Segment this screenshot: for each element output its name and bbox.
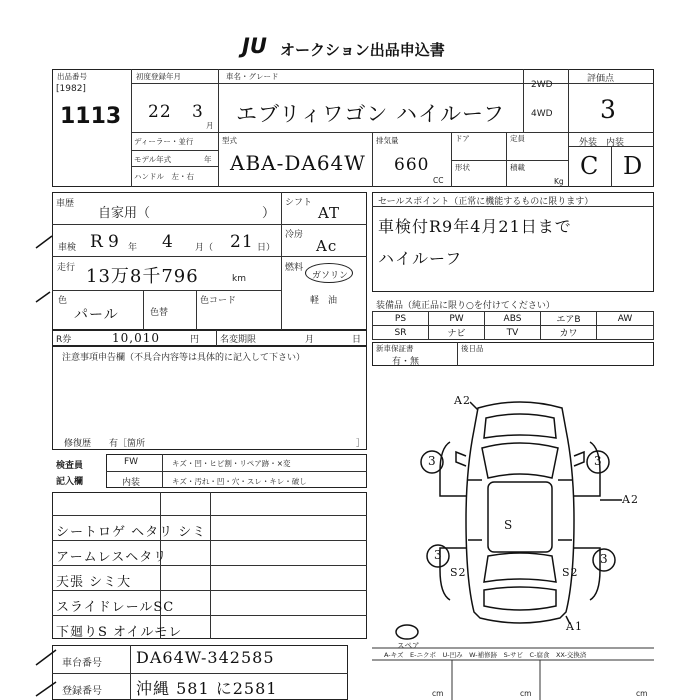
- equip-sr: SR: [372, 325, 429, 340]
- recycle-label: R券: [56, 335, 72, 345]
- checker-label-1: 検査員: [56, 461, 84, 471]
- damage-mark-3-rr: 3: [600, 552, 609, 566]
- diagram-legend: A-キズ E-ニクボ U-凹み W-補修跡 S-サビ C-腐食 XX-交換済: [384, 651, 587, 659]
- chassis-label: 車台番号: [62, 658, 102, 669]
- load-unit: Kg: [554, 177, 564, 186]
- shape-label: 形状: [455, 163, 470, 172]
- drive-4wd: 4WD: [531, 109, 553, 119]
- lot-number: 1113: [60, 104, 122, 129]
- damage-mark-s2-right: S2: [562, 566, 579, 579]
- dealer-label: ディーラー・並行: [134, 137, 194, 146]
- displacement-value: 660: [394, 155, 430, 175]
- inspection-month: 4: [162, 232, 174, 252]
- inspection-month-label: 月（: [195, 243, 214, 253]
- repair-label: 修復歴 有［箇所: [64, 439, 146, 449]
- spare-label: スペア: [397, 641, 420, 650]
- first-reg-month: 3: [192, 102, 204, 122]
- mileage-unit: km: [232, 274, 246, 284]
- type-value: ABA-DA64W: [230, 151, 366, 175]
- damage-mark-a1: A1: [566, 620, 583, 633]
- record-label: 後日品: [461, 344, 484, 353]
- equip-tv: TV: [484, 325, 541, 340]
- damage-mark-3-fr: 3: [594, 454, 603, 468]
- model-year-suffix: 年: [204, 155, 212, 164]
- equip-airbag: エアB: [540, 311, 597, 326]
- model-year-label: モデル年式: [134, 155, 172, 164]
- fuel-label: 燃料: [285, 263, 304, 273]
- year-mark: [1982]: [56, 84, 86, 94]
- model-name-value: エブリィワゴン ハイルーフ: [236, 102, 505, 126]
- sales-point-line-2: ハイルーフ: [378, 249, 463, 268]
- ext-int-label: 外装 内装: [579, 138, 625, 148]
- equip-pw: PW: [428, 311, 485, 326]
- load-label: 積載: [510, 163, 525, 172]
- checker-interior: 内装: [122, 478, 141, 488]
- note-line-5: 下廻りS オイルモレ: [56, 625, 183, 640]
- inspection-day: 21: [230, 232, 254, 252]
- handle-label: ハンドル 左・右: [134, 172, 194, 181]
- checker-label-2: 記入欄: [56, 477, 84, 487]
- plate-value: 沖縄 581 に2581: [136, 679, 278, 698]
- use-label: 車歴: [56, 199, 75, 209]
- first-reg-month-suffix: 月: [206, 121, 214, 130]
- shift-value: AT: [318, 204, 341, 222]
- use-value: 自家用（: [98, 206, 151, 221]
- inspection-label: 車検: [58, 243, 77, 253]
- inspection-day-label: 日）: [257, 243, 276, 253]
- footer-cm-3: cm: [636, 689, 648, 698]
- damage-mark-s-roof: S: [504, 518, 514, 532]
- note-line-1: シートロゲ ヘタリ シミ: [56, 525, 207, 540]
- recycle-value: 10,010: [112, 331, 160, 345]
- shift-label: シフト: [285, 198, 313, 208]
- header-title: オークション出品申込書: [280, 41, 445, 59]
- equipment-label: 装備品（純正品に限り○を付けてください）: [376, 301, 555, 311]
- score-value: 3: [600, 95, 617, 124]
- aircon-value: Ac: [316, 237, 338, 255]
- exterior-grade: C: [580, 152, 600, 180]
- transfer-label: 名変期限: [220, 335, 257, 345]
- equip-ps: PS: [372, 311, 429, 326]
- damage-mark-a2-right: A2: [622, 493, 639, 506]
- damage-mark-s2-left: S2: [450, 566, 467, 579]
- capacity-label: 定員: [510, 134, 525, 143]
- first-reg-label: 初度登録年月: [136, 72, 181, 81]
- color-change-label: 色替: [150, 308, 169, 318]
- score-label: 評価点: [587, 74, 615, 84]
- equip-leather: カワ: [540, 325, 597, 340]
- equip-navi: ナビ: [428, 325, 485, 340]
- fuel-diesel: 軽 油: [310, 296, 338, 306]
- equip-aw: AW: [596, 311, 654, 326]
- inspection-era: R: [90, 232, 104, 252]
- first-reg-year: 22: [148, 102, 172, 122]
- note-line-2: アームレスヘタリ: [56, 550, 168, 565]
- mileage-value: 13万8千796: [86, 266, 199, 287]
- checker-fw: FW: [124, 457, 139, 467]
- inspection-year: 9: [108, 232, 120, 252]
- footer-cm-1: cm: [432, 689, 444, 698]
- fuel-gas: ガソリン: [312, 271, 349, 281]
- damage-mark-a2-top: A2: [454, 394, 471, 407]
- sales-point-line-1: 車検付R9年4月21日まで: [378, 217, 572, 236]
- color-label: 色: [58, 296, 68, 306]
- recycle-unit: 円: [190, 335, 200, 345]
- plate-label: 登録番号: [62, 686, 102, 697]
- type-label: 型式: [222, 136, 237, 145]
- aircon-label: 冷房: [285, 230, 304, 240]
- displacement-label: 排気量: [376, 136, 399, 145]
- note-line-3: 天張 シミ大: [56, 575, 132, 590]
- footer-cm-2: cm: [520, 689, 532, 698]
- displacement-unit: CC: [433, 176, 444, 185]
- mileage-label: 走行: [57, 263, 76, 273]
- manual-value: 有・無: [392, 357, 420, 367]
- drive-2wd: 2WD: [531, 80, 553, 90]
- use-close: ）: [262, 206, 276, 221]
- checker-fw-items: キズ・凹・ヒビ割・リペア跡・×変: [172, 459, 291, 468]
- chassis-value: DA64W-342585: [136, 648, 275, 667]
- header-logo: JU: [242, 34, 267, 58]
- inspection-year-label: 年: [128, 243, 138, 253]
- transfer-day: 日: [352, 335, 362, 345]
- sales-point-label: セールスポイント（正常に機能するものに限ります）: [378, 197, 594, 207]
- door-label: ドア: [455, 134, 470, 143]
- interior-grade: D: [623, 152, 644, 180]
- repair-close: ］: [356, 439, 366, 449]
- checker-int-items: キズ・汚れ・凹・穴・スレ・キレ・破し: [172, 477, 307, 486]
- lot-label: 出品番号: [57, 72, 87, 81]
- transfer-month: 月: [305, 335, 315, 345]
- damage-mark-3-fl: 3: [428, 454, 437, 468]
- color-value: パール: [74, 307, 119, 323]
- equip-abs: ABS: [484, 311, 541, 326]
- manual-label: 新車保証書: [376, 344, 414, 353]
- note-line-4: スライドレールSC: [56, 600, 175, 615]
- notes-label: 注意事項申告欄（不具合内容等は具体的に記入して下さい）: [62, 353, 306, 363]
- color-code-label: 色コード: [200, 296, 237, 306]
- damage-mark-3-rl: 3: [434, 548, 443, 562]
- model-name-label: 車名・グレード: [226, 72, 279, 81]
